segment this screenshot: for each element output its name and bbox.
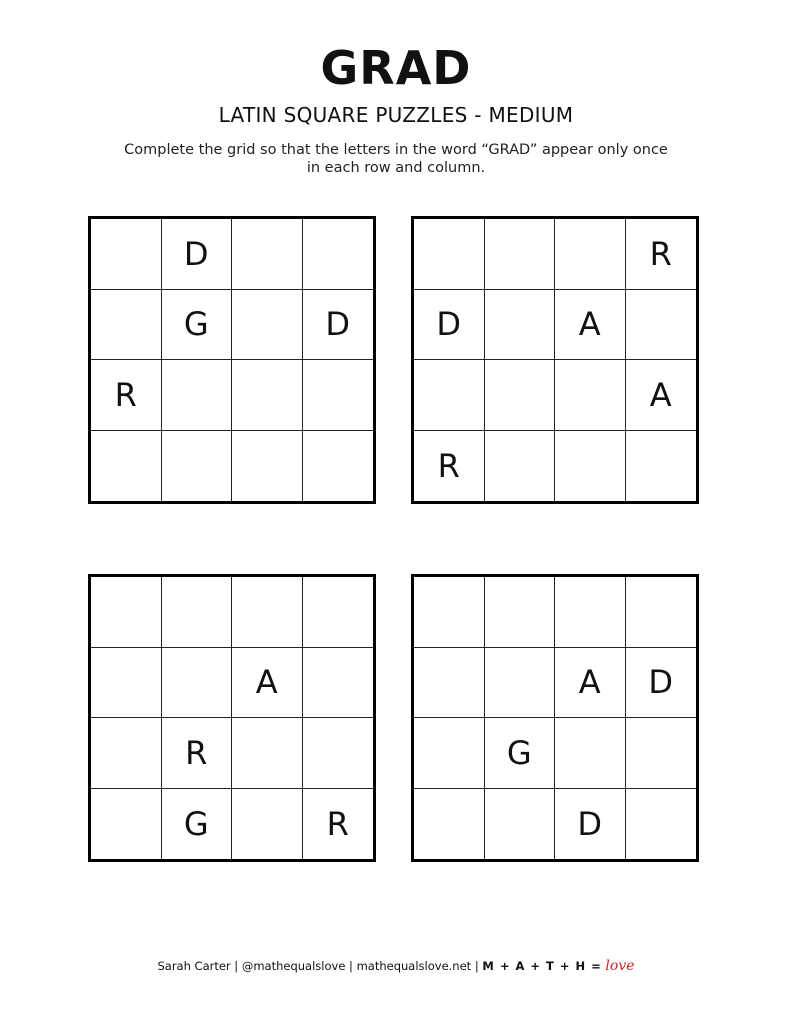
footer-separator: | (230, 959, 242, 973)
puzzle-grid-4 (411, 574, 699, 862)
grid-cell[interactable] (626, 718, 697, 789)
instructions (96, 141, 696, 177)
grid-cell[interactable] (555, 718, 626, 789)
grid-cell[interactable] (485, 360, 556, 431)
grid-cell[interactable] (555, 360, 626, 431)
grid-cell[interactable] (626, 577, 697, 648)
grid-cell[interactable] (555, 577, 626, 648)
grid-cell[interactable]: R (326, 804, 349, 843)
grid-cell[interactable] (232, 360, 303, 431)
grid-cell[interactable] (162, 577, 233, 648)
grid-cell[interactable]: G (162, 789, 233, 860)
puzzle-grid-1 (88, 216, 376, 504)
footer-separator: | (345, 959, 357, 973)
grid-cell[interactable] (414, 219, 485, 290)
grid-cell[interactable] (626, 789, 697, 860)
page-subtitle: LATIN SQUARE PUZZLES - MEDIUM (218, 103, 574, 127)
grid-cell[interactable] (414, 789, 485, 860)
grid-cell[interactable] (232, 718, 303, 789)
grid-cell[interactable] (303, 718, 374, 789)
footer-separator: | (471, 959, 483, 973)
grid-cell[interactable]: A (555, 290, 626, 361)
grid-cell[interactable]: G (162, 290, 233, 361)
grid-cell[interactable] (162, 360, 233, 431)
grid-cell[interactable] (232, 219, 303, 290)
grid-cell[interactable] (414, 577, 485, 648)
grid-cell[interactable] (485, 431, 556, 502)
footer-handle: @mathequalslove (241, 959, 346, 973)
grid-cell[interactable] (485, 577, 556, 648)
grid-cell[interactable] (91, 648, 162, 719)
grid-cell[interactable] (555, 219, 626, 290)
grid-cell[interactable]: R (626, 219, 697, 290)
grid-cell[interactable] (303, 648, 374, 719)
footer-author: Sarah Carter (157, 959, 231, 973)
grid-cell[interactable] (91, 219, 162, 290)
puzzle-grid-2 (411, 216, 699, 504)
grid-cell[interactable] (485, 789, 556, 860)
grid-cell[interactable] (303, 219, 374, 290)
grid-cell[interactable]: D (626, 648, 697, 719)
grid-cell[interactable] (303, 577, 374, 648)
footer (0, 958, 792, 974)
page-title: GRAD (320, 41, 472, 95)
grid-cell[interactable]: D (303, 290, 374, 361)
grid-cell[interactable] (162, 431, 233, 502)
grid-cell[interactable] (91, 431, 162, 502)
grid-cell[interactable] (303, 360, 374, 431)
grid-cell[interactable] (626, 431, 697, 502)
grid-cell[interactable] (162, 648, 233, 719)
grid-cell[interactable]: D (555, 789, 626, 860)
grid-cell[interactable]: R (414, 431, 485, 502)
grid-cell[interactable] (414, 648, 485, 719)
grid-cell[interactable]: R (162, 718, 233, 789)
grid-cell[interactable] (91, 789, 162, 860)
footer-brand: M + A + T + H = (482, 959, 602, 973)
grid-cell[interactable] (232, 290, 303, 361)
grid-cell[interactable] (91, 290, 162, 361)
grid-cell[interactable]: D (414, 290, 485, 361)
grid-cell[interactable] (485, 219, 556, 290)
instructions-line-2: in each row and column. (306, 160, 486, 176)
grid-cell[interactable] (91, 718, 162, 789)
grid-cell[interactable] (91, 577, 162, 648)
puzzle-grid-3 (88, 574, 376, 862)
grid-cell[interactable] (626, 290, 697, 361)
grid-cell[interactable] (303, 431, 374, 502)
grid-cell[interactable]: A (626, 360, 697, 431)
grid-cell[interactable] (485, 648, 556, 719)
grid-cell[interactable] (485, 290, 556, 361)
grid-cell[interactable]: G (485, 718, 556, 789)
grid-cell[interactable] (232, 431, 303, 502)
grid-cell[interactable]: D (162, 219, 233, 290)
footer-website: mathequalslove.net (356, 959, 472, 973)
grid-cell[interactable] (414, 360, 485, 431)
instructions-line-1: Complete the grid so that the letters in the word “GRAD” appear only once (124, 142, 668, 158)
footer-love-logo: love (605, 958, 635, 974)
grid-cell[interactable]: R (91, 360, 162, 431)
grid-cell[interactable] (414, 718, 485, 789)
grid-cell[interactable]: A (555, 648, 626, 719)
grid-cell[interactable] (555, 431, 626, 502)
grid-cell[interactable]: A (232, 648, 303, 719)
grid-cell[interactable] (232, 789, 303, 860)
grid-cell[interactable] (232, 577, 303, 648)
